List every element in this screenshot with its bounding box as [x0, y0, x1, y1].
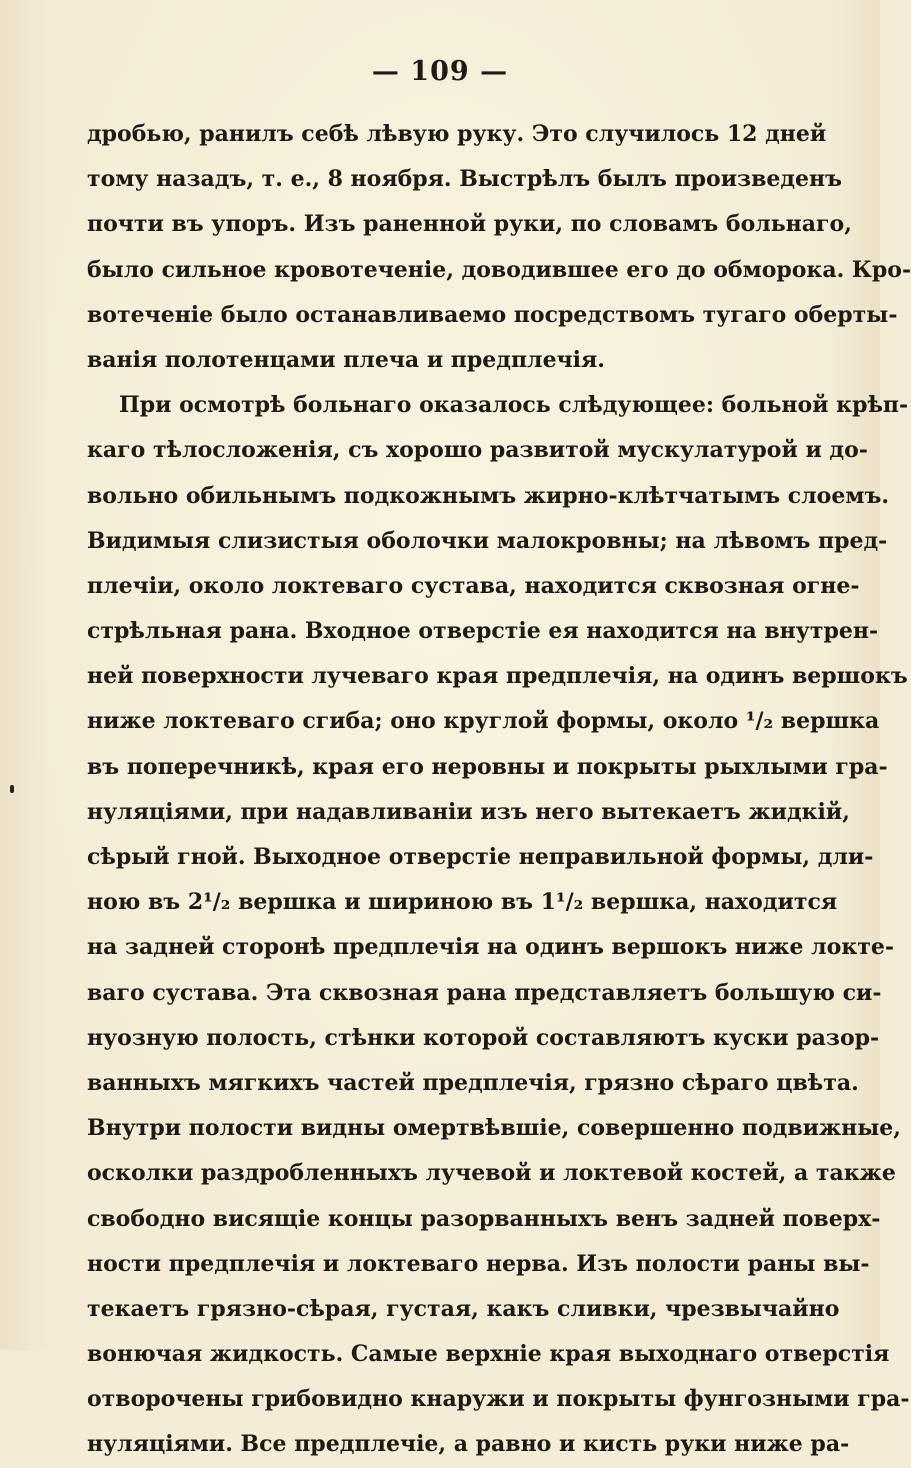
margin-ink-mark — [10, 785, 14, 793]
text-line-2: тому назадъ, т. е., 8 ноября. Выстрѣлъ былъ произведенъ — [87, 166, 843, 193]
text-line-27: текаетъ грязно-сѣрая, густая, какъ сливки, чрезвычайно — [87, 1295, 840, 1322]
text-line-20: ваго сустава. Эта сквозная рана представляетъ большую си- — [87, 979, 882, 1006]
text-line-6: ванія полотенцами плеча и предплечія. — [87, 346, 605, 373]
text-line-3: почти въ упоръ. Изъ раненной руки, по словамъ больнаго, — [87, 211, 852, 238]
text-line-21: нуозную полость, стѣнки которой составляютъ куски разор- — [87, 1024, 880, 1051]
text-line-9: вольно обильнымъ подкожнымъ жирно-клѣтчатымъ слоемъ. — [87, 482, 890, 509]
text-line-23: Внутри полости видны омертвѣвшіе, совершенно подвижные, — [87, 1115, 901, 1142]
text-line-15: въ поперечникѣ, края его неровны и покрыты рыхлыми гра- — [87, 753, 888, 780]
page-number: — 109 — — [371, 56, 509, 87]
text-line-25: свободно висящіе концы разорванныхъ венъ задней поверх- — [87, 1205, 881, 1232]
text-line-24: осколки раздробленныхъ лучевой и локтевой костей, а также — [87, 1160, 896, 1187]
text-line-11: плечіи, около локтеваго сустава, находится сквозная огне- — [87, 572, 860, 599]
text-line-17: сѣрый гной. Выходное отверстіе неправильной формы, дли- — [87, 844, 874, 870]
text-line-8: каго тѣлосложенія, съ хорошо развитой мускулатурой и до- — [87, 437, 868, 464]
text-line-12: стрѣльная рана. Входное отверстіе ея находится на внутрен- — [87, 618, 879, 645]
text-line-13: ней поверхности лучеваго края предплечія, на одинъ вершокъ — [87, 663, 908, 690]
text-line-4: было сильное кровотеченіе, доводившее его до обморока. Кро- — [87, 256, 911, 283]
text-line-5: вотеченіе было останавливаемо посредствомъ тугаго оберты- — [87, 301, 898, 328]
text-line-22: ванныхъ мягкихъ частей предплечія, грязно сѣраго цвѣта. — [87, 1069, 859, 1096]
text-line-7: При осмотрѣ больнаго оказалось слѣдующее: больной крѣп- — [119, 392, 909, 419]
text-line-14: ниже локтеваго сгиба; оно круглой формы, около ¹/₂ вершка — [87, 708, 880, 735]
text-line-16: нуляціями, при надавливаніи изъ него вытекаетъ жидкій, — [87, 798, 850, 825]
text-line-28: вонючая жидкость. Самые верхніе края выходнаго отверстія — [87, 1341, 890, 1368]
text-line-1: дробью, ранилъ себѣ лѣвую руку. Это случилось 12 дней — [87, 121, 827, 147]
text-line-29: отворочены грибовидно кнаружи и покрыты фунгозными гра- — [87, 1386, 910, 1413]
body-text — [87, 112, 911, 1468]
text-line-30: нуляціями. Все предплечіе, а равно и кисть руки ниже ра- — [87, 1431, 850, 1458]
text-line-10: Видимыя слизистыя оболочки малокровны; на лѣвомъ пред- — [87, 527, 888, 554]
text-line-19: на задней сторонѣ предплечія на одинъ вершокъ ниже локте- — [87, 934, 895, 961]
text-line-26: ности предплечія и локтеваго нерва. Изъ полости раны вы- — [87, 1250, 870, 1277]
text-line-18: ною въ 2¹/₂ вершка и шириною въ 1¹/₂ вершка, находится — [87, 889, 838, 916]
